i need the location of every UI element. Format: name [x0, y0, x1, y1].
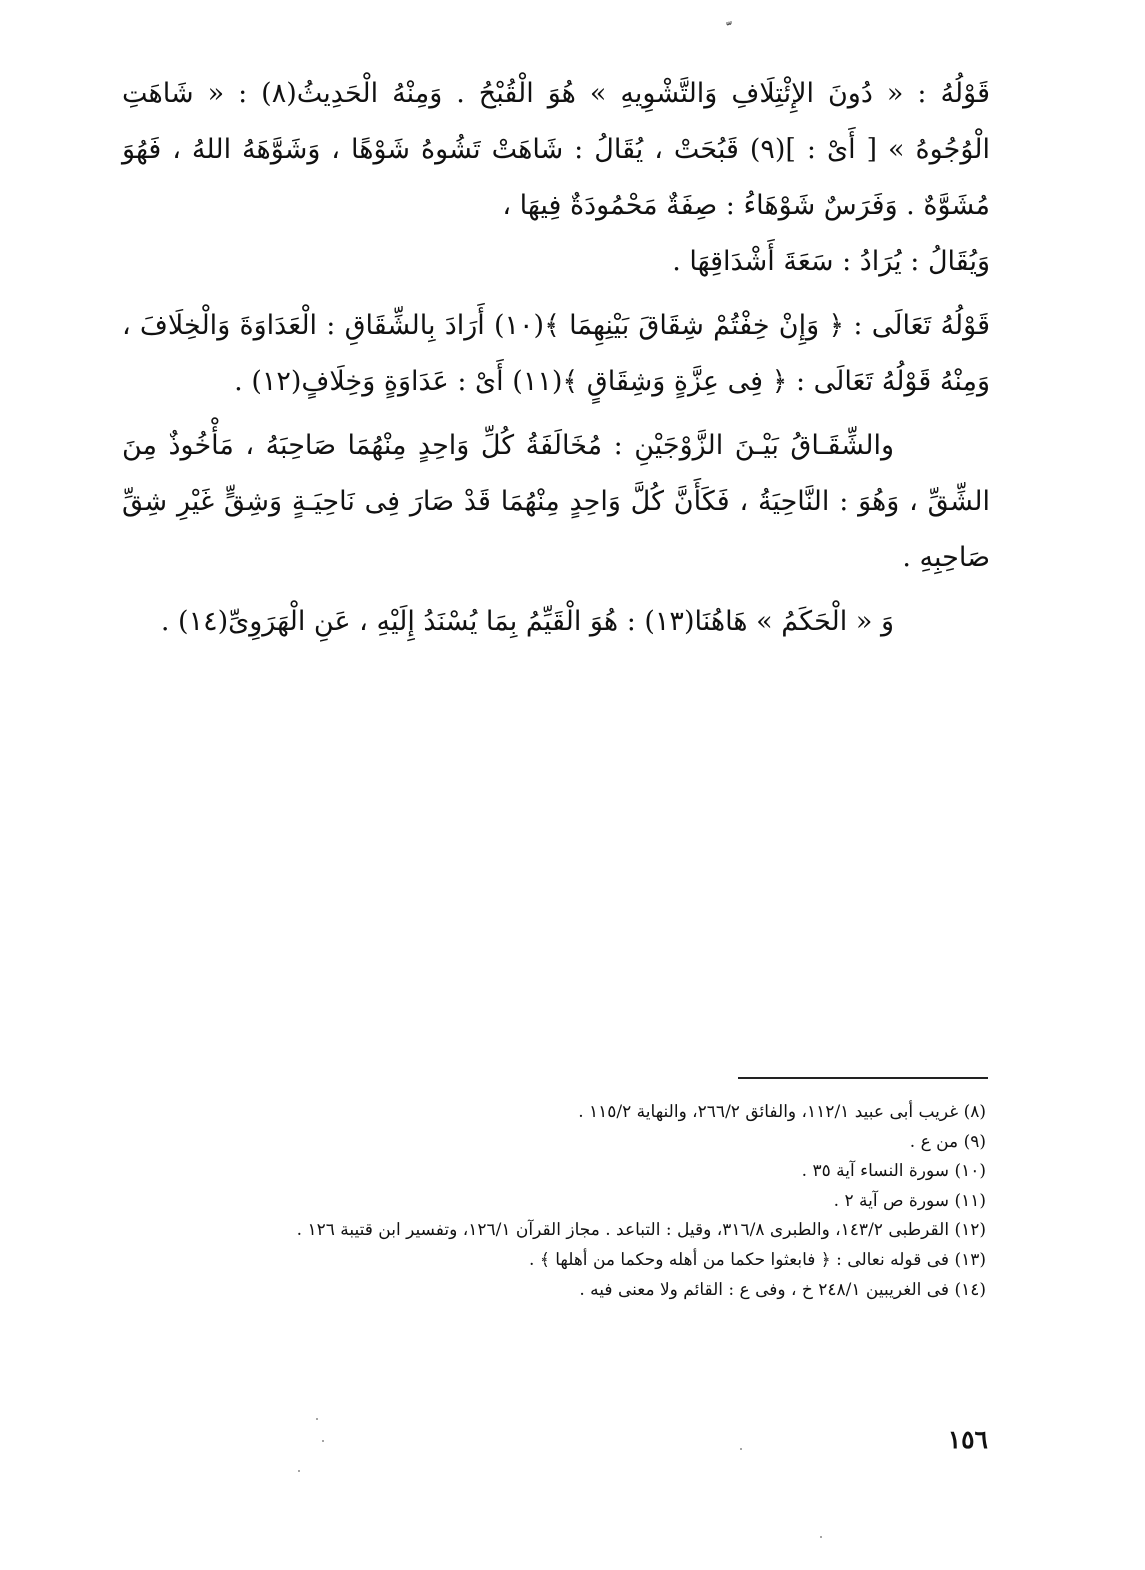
scan-speck: [322, 1440, 324, 1442]
scan-speck: [740, 1448, 742, 1450]
paragraph-shiqaq-verse: قَوْلُهُ تَعَالَى : ﴿ وَإِنْ خِفْتُمْ شِقَاقَ بَيْنِهِمَا ﴾(١٠) أَرَادَ بِالشِّقَاقِ : الْعَدَاوَةَ وَالْخِلَافَ ، وَمِنْهُ قَوْلُهُ تَعَالَى : ﴿ فِى عِزَّةٍ وَشِقَاقٍ ﴾(١١) أَىْ : عَدَاوَةٍ وَخِلَافٍ(١٢) .: [122, 310, 991, 397]
main-text: [122, 66, 990, 650]
footnote-divider: [738, 1077, 988, 1079]
paragraph-tashwih: قَوْلُهُ : « دُونَ الإِئْتِلَافِ وَالتَّشْوِيهِ » هُوَ الْقُبْحُ . وَمِنْهُ الْحَدِيثُ(٨) : « شَاهَتِ الْوُجُوهُ » [ أَىْ : ](٩) قَبُحَتْ ، يُقَالُ : شَاهَتْ تَشُوهُ شَوْهًا ، وَشَوَّهَهُ اللهُ ، فَهُوَ مُشَوَّهٌ . وَفَرَسٌ شَوْهَاءُ : صِفَةٌ مَحْمُودَةٌ فِيهَا ،: [122, 78, 991, 221]
footnote-13: (١٣) فى قوله نعالى : ﴿ فابعثوا حكما من أهله وحكما من أهلها ﴾ .: [529, 1249, 986, 1270]
footnote-9: (٩) من ع .: [909, 1131, 986, 1152]
footnote-12: (١٢) القرطبى ١٤٣/٢، والطبرى ٣١٦/٨، وقيل : التباعد . مجاز القرآن ١٢٦/١، وتفسير ابن قتيبة ١٢٦ .: [296, 1220, 986, 1241]
paragraph-ashdaq: وَيُقَالُ : يُرَادُ : سَعَةَ أَشْدَاقِهَا .: [672, 246, 990, 277]
footnote-11: (١١) سورة ص آية ٢ .: [833, 1190, 986, 1211]
paragraph-hakam: وَ « الْحَكَمُ » هَاهُنَا(١٣) : هُوَ الْقَيِّمُ بِمَا يُسْنَدُ إِلَيْهِ ، عَنِ الْهَرَوِىِّ(١٤) .: [160, 606, 894, 637]
paragraph-shiqaq-zawjayn: والشِّقَـاقُ بَيْـنَ الزَّوْجَيْنِ : مُخَالَفَةُ كُلِّ وَاحِدٍ مِنْهُمَا صَاحِبَهُ ، مَأْخُوذٌ مِنَ الشِّقِّ ، وَهُوَ : النَّاحِيَةُ ، فَكَأَنَّ كُلَّ وَاحِدٍ مِنْهُمَا قَدْ صَارَ فِى نَاحِيَـةٍ وَشِقٍّ غَيْرِ شِقِّ صَاحِبِهِ .: [122, 430, 990, 573]
footnote-8: (٨) غريب أبى عبيد ١١٢/١، والفائق ٢٦٦/٢، والنهاية ١١٥/٢ .: [578, 1102, 986, 1122]
scan-speck: [298, 1470, 300, 1472]
footnote-14: (١٤) فى الغريبين ٢٤٨/١ خ ، وفى ع : القائم ولا معنى فيه .: [579, 1279, 986, 1300]
scan-speck: [316, 1418, 318, 1420]
page-number: ١٥٦: [947, 1425, 988, 1454]
footnotes-list: [128, 1098, 986, 1305]
scan-speck: [820, 1536, 822, 1538]
footnote-10: (١٠) سورة النساء آية ٣٥ .: [801, 1161, 986, 1182]
